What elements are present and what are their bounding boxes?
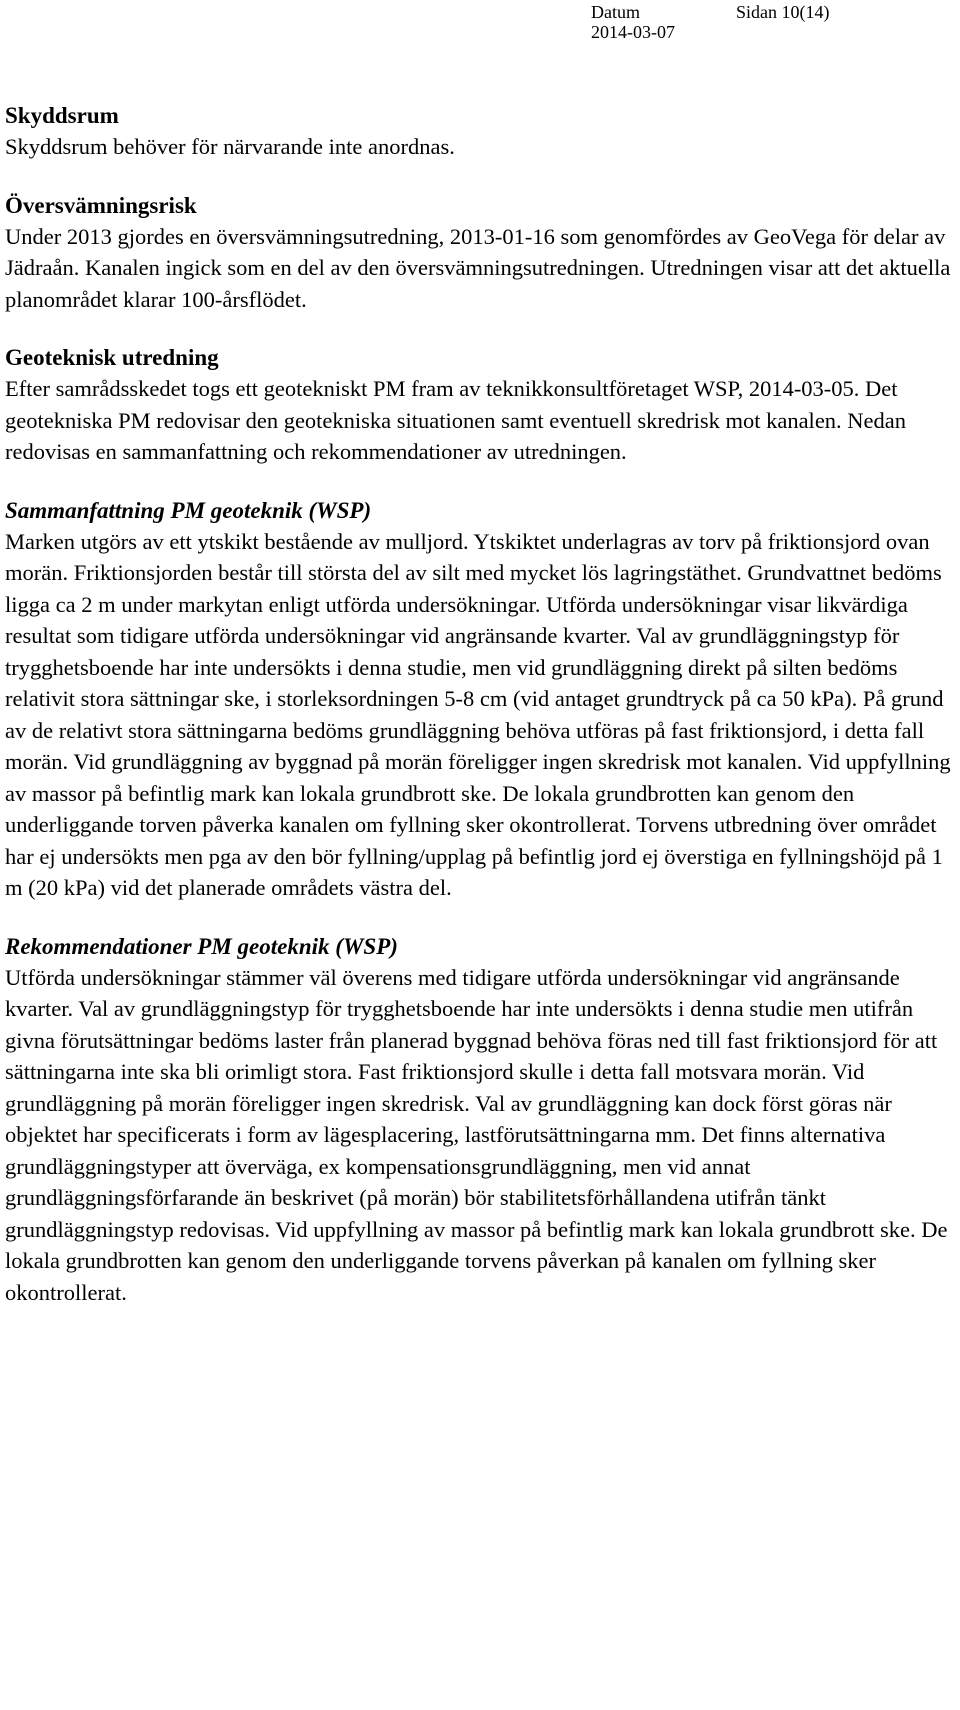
section-heading: Översvämningsrisk [5,192,197,218]
section-heading: Geoteknisk utredning [5,345,219,370]
section-heading: Skyddsrum [5,103,119,128]
section-paragraph: Marken utgörs av ett ytskikt bestående av mulljord. Ytskiktet underlagras av torv på friktionsjord ovan morän. Friktionsjorden består till största del av silt med mycket lös lagringstäthet. Grundvattnet bedöms ligga ca 2 m under markytan enligt utförda undersökningar. Utförda undersökningar visar likvärdiga resultat som tidigare utförda undersökningar vid angränsande kvarter. Val av grundläggningstyp för trygghetsboende har inte undersökts i denna studie, men vid grundläggning direkt på silten bedöms relativit stora sättningar ske, i storleksordningen 5-8 cm (vid antaget grundtryck på ca 50 kPa). På grund av de relativt stora sättningarna bedöms grundläggning behöva utföras på fast friktionsjord, i detta fall morän. Vid grundläggning av byggnad på morän föreligger ingen skredrisk mot kanalen. Vid uppfyllning av massor på befintlig mark kan lokala grundbrott ske. De lokala grundbrotten kan genom den underliggande torven påverka kanalen om fyllning sker okontrollerat. Torvens utbredning över området har ej undersökts men pga av den bör fyllning/upplag på befintlig jord ej överstiga en fyllningshöjd på 1 m (20 kPa) vid det planerade områdets västra del. [5,528,951,900]
section-sammanfattning [5,495,955,904]
section-paragraph: Under 2013 gjordes en översvämningsutredning, 2013-01-16 som genomfördes av GeoVega för delar av Jädraån. Kanalen ingick som en del av den översvämningsutredningen. Utredningen visar att det aktuella planområdet klarar 100-årsflödet. [5,223,951,312]
section-rekommendationer [5,931,955,1309]
section-skyddsrum [5,100,955,163]
section-paragraph: Efter samrådsskedet togs ett geotekniskt PM fram av teknikkonsultföretaget WSP, 2014-03-05. Det geotekniska PM redovisar den geotekniska situationen samt eventuell skredrisk mot kanalen. Nedan redovisas en sammanfattning och rekommendationer av utredningen. [5,376,907,464]
document-body [5,100,955,1334]
section-heading: Rekommendationer PM geoteknik (WSP) [5,933,398,959]
page-header [0,0,960,60]
section-geoteknisk-utredning [5,342,955,468]
header-page-number: Sidan 10(14) [736,2,830,22]
header-date: 2014-03-07 [591,22,675,42]
header-date-label: Datum [591,2,640,22]
section-heading: Sammanfattning PM geoteknik (WSP) [5,497,372,523]
section-oversvamningsrisk [5,190,955,316]
section-paragraph: Skyddsrum behöver för närvarande inte anordnas. [5,134,455,159]
section-paragraph: Utförda undersökningar stämmer väl överens med tidigare utförda undersökningar vid angränsande kvarter. Val av grundläggningstyp för trygghetsboende har inte undersökts i denna studie men utifrån givna förutsättningar bedöms laster från planerad byggnad behöva föras ned till fast friktionsjord för att sättningarna inte ska bli orimligt stora. Fast friktionsjord skulle i detta fall motsvara morän. Vid grundläggning på morän föreligger ingen skredrisk. Val av grundläggning kan dock först göras när objektet har specificerats i form av lägesplacering, lastförutsättningarna mm. Det finns alternativa grundläggningstyper att överväga, ex kompensationsgrundläggning, men vid annat grundläggningsförfarande än beskrivet (på morän) bör stabilitetsförhållandena utifrån tänkt grundläggningstyp redovisas. Vid uppfyllning av massor på befintlig mark kan lokala grundbrott ske. De lokala grundbrotten kan genom den underliggande torvens påverkan på kanalen om fyllning sker okontrollerat. [5,964,948,1305]
